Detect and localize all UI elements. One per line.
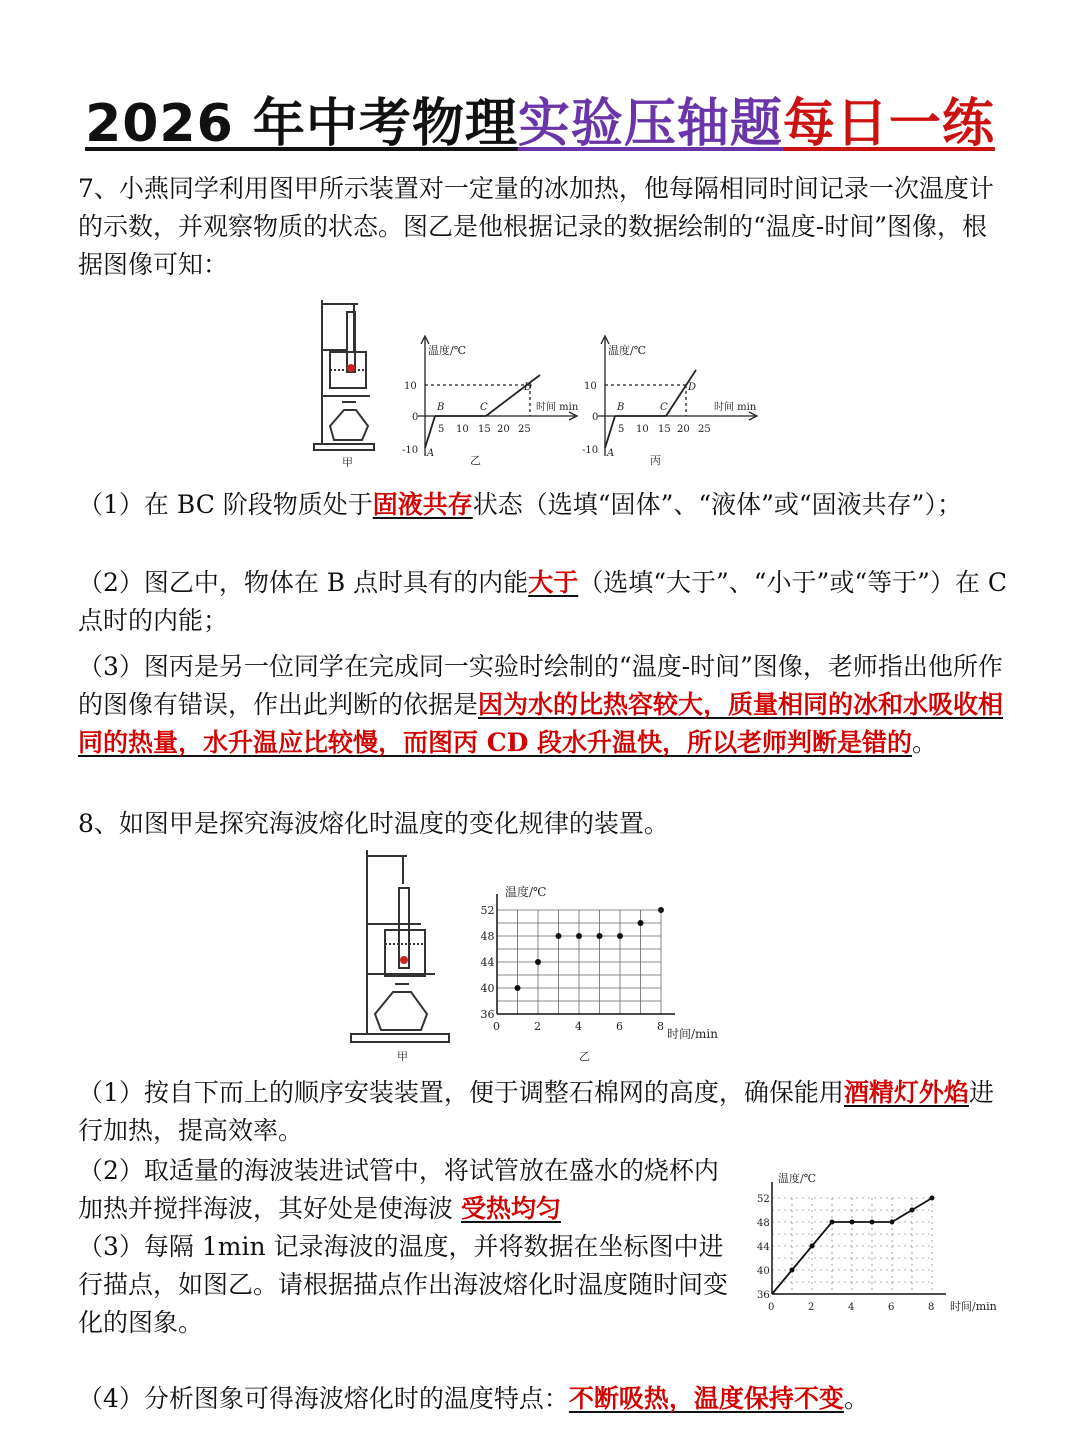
q7-bing-xtick-25: 25 [698,424,711,435]
q8-label-jia: 甲 [397,1050,408,1062]
x-tick-label: 6 [616,1020,623,1033]
x-tick-label: 2 [808,1302,815,1313]
x-tick-label: 6 [888,1302,895,1313]
q8-apparatus-figure [351,850,449,1042]
q7-sub-3 [78,648,1008,762]
q7-bing-point-a: A [607,448,615,459]
q7-s3-text: （3）图丙是另一位同学在完成同一实验时绘制的“温度-时间”图像，老师指出他所作的图像有错误，作出此判断的依据是 [78,652,1003,719]
q7-yi-point-b: B [437,402,445,413]
q7-s1-answer: 固液共存 [372,490,473,519]
y-tick-label: 40 [757,1266,770,1277]
data-point [617,933,623,939]
q8-sub-1 [78,1074,1008,1150]
q8-yi-ylabel: 温度/℃ [505,885,547,899]
q8-s1-text: （1）按自下而上的顺序安装装置，便于调整石棉网的高度，确保能用 [78,1078,844,1107]
data-point [597,933,603,939]
data-point [930,1196,935,1201]
q7-s3-text-post: 。 [912,728,938,757]
q7-label-yi: 乙 [470,454,481,467]
data-point [535,959,541,965]
y-tick-label: 44 [757,1242,770,1253]
q7-yi-point-d: D [524,382,533,393]
q8-sub-4 [78,1380,1008,1418]
data-point [790,1268,795,1273]
q8-s4-text: （4）分析图象可得海波熔化时的温度特点： [78,1384,569,1413]
title-part-2: 实验压轴题 [517,94,783,154]
q7-yi-xtick-20: 20 [497,424,510,435]
q7-s2-text: （2）图乙中，物体在 B 点时具有的内能 [78,568,529,597]
q7-stem: 7、小燕同学利用图甲所示装置对一定量的冰加热，他每隔相同时间记录一次温度计的示数，并观察物质的状态。图乙是他根据记录的数据绘制的“温度-时间”图像，根据图像可知： [78,174,994,279]
q7-sub-2 [78,564,1008,640]
q7-bing-ytick-10: 10 [584,381,597,392]
y-tick-label: 36 [480,1008,495,1021]
q8-stem: 8、如图甲是探究海波熔化时温度的变化规律的装置。 [78,809,669,838]
q7-yi-xlabel: 时间 min [536,402,579,413]
q8-figures [345,848,745,1066]
y-tick-label: 48 [757,1218,770,1229]
q7-yi-xtick-15: 15 [478,424,491,435]
q7-bing-point-c: C [660,402,668,413]
q7-bing-ytick-neg10: -10 [582,445,599,456]
q7-yi-point-c: C [480,402,488,413]
q7-bing-xtick-15: 15 [658,424,671,435]
x-tick-label: 2 [534,1020,541,1033]
q7-yi-xtick-5: 5 [438,424,445,435]
y-tick-label: 48 [480,930,495,943]
y-tick-label: 52 [480,904,495,917]
data-point [810,1244,815,1249]
q7-bing-ylabel: 温度/℃ [608,344,647,357]
q7-s3-answer: 因为水的比热容较大，质量相同的冰和水吸收相同的热量，水升温应比较慢，而图丙 CD 段水升温快，所以老师判断是错的 [78,690,1004,757]
q7-sub-1 [78,486,1008,524]
q7-bing-point-d: D [688,382,697,393]
data-point [638,920,644,926]
title-part-1: 2026 年中考物理 [85,94,518,154]
q8-chart-yi [481,894,676,1033]
q8-yi-xlabel: 时间/min [667,1027,718,1041]
q7-bing-xtick-5: 5 [618,424,625,435]
x-tick-label: 0 [768,1302,775,1313]
data-point [850,1220,855,1225]
q7-s2-answer: 大于 [528,568,579,597]
y-tick-label: 52 [757,1194,770,1205]
y-tick-label: 36 [757,1290,770,1301]
data-point [658,907,664,913]
data-point [576,933,582,939]
q7-yi-xtick-25: 25 [518,424,531,435]
q7-yi-ytick-neg10: -10 [402,445,419,456]
q8-s1-text-post: 进行加热，提高效率。 [78,1078,994,1145]
q8-s4-text-post: 。 [843,1384,869,1413]
q7-apparatus-figure [314,300,374,450]
q7-label-bing: 丙 [650,454,661,467]
y-tick-label: 44 [480,956,495,969]
data-point [910,1208,915,1213]
title-part-3: 每日一练 [782,94,995,154]
data-point [870,1220,875,1225]
q7-yi-ytick-10: 10 [404,381,417,392]
q8-sub-2 [78,1152,738,1228]
q8-answer-graph [738,1166,1018,1326]
q8-label-yi: 乙 [579,1050,590,1062]
x-tick-label: 0 [493,1020,500,1033]
q7-s1-text-post: 状态（选填“固体”、“液体”或“固液共存”）； [472,490,962,519]
q8-ans-xlabel: 时间/min [950,1300,997,1313]
q7-figures [300,298,770,480]
q7-label-jia: 甲 [342,456,353,469]
q8-s1-answer: 酒精灯外焰 [843,1078,969,1107]
y-tick-label: 40 [480,982,495,995]
x-tick-label: 4 [848,1302,855,1313]
data-point [830,1220,835,1225]
x-tick-label: 8 [657,1020,664,1033]
data-point [890,1220,895,1225]
x-tick-label: 8 [928,1302,935,1313]
x-tick-label: 4 [575,1020,582,1033]
q8-sub-3: （3）每隔 1min 记录海波的温度，并将数据在坐标图中进行描点，如图乙。请根据描点作出海波熔化时温度随时间变化的图象。 [78,1232,729,1337]
q7-yi-ylabel: 温度/℃ [428,344,467,357]
data-point [556,933,562,939]
q8-s2-text: （2）取适量的海波装进试管中，将试管放在盛水的烧杯内加热并搅拌海波，其好处是使海波 [78,1156,719,1223]
q7-bing-xtick-10: 10 [636,424,649,435]
q7-bing-xlabel: 时间 min [714,402,757,413]
q7-bing-point-b: B [617,402,625,413]
q7-yi-ytick-0: 0 [412,412,419,423]
q8-s4-answer: 不断吸热，温度保持不变 [568,1384,844,1413]
q8-s2-answer: 受热均匀 [460,1194,561,1223]
q8-ans-ylabel: 温度/℃ [778,1172,817,1185]
q7-bing-ytick-0: 0 [592,412,599,423]
page-title [0,92,1080,156]
q7-s1-text: （1）在 BC 阶段物质处于 [78,490,373,519]
data-point [515,985,521,991]
q7-s2-text-post: （选填“大于”、“小于”或“等于”）在 C 点时的内能； [78,568,1007,635]
q8-chart-answer [757,1182,946,1313]
q7-yi-xtick-10: 10 [456,424,469,435]
q7-yi-point-a: A [427,448,435,459]
q7-bing-xtick-20: 20 [677,424,690,435]
